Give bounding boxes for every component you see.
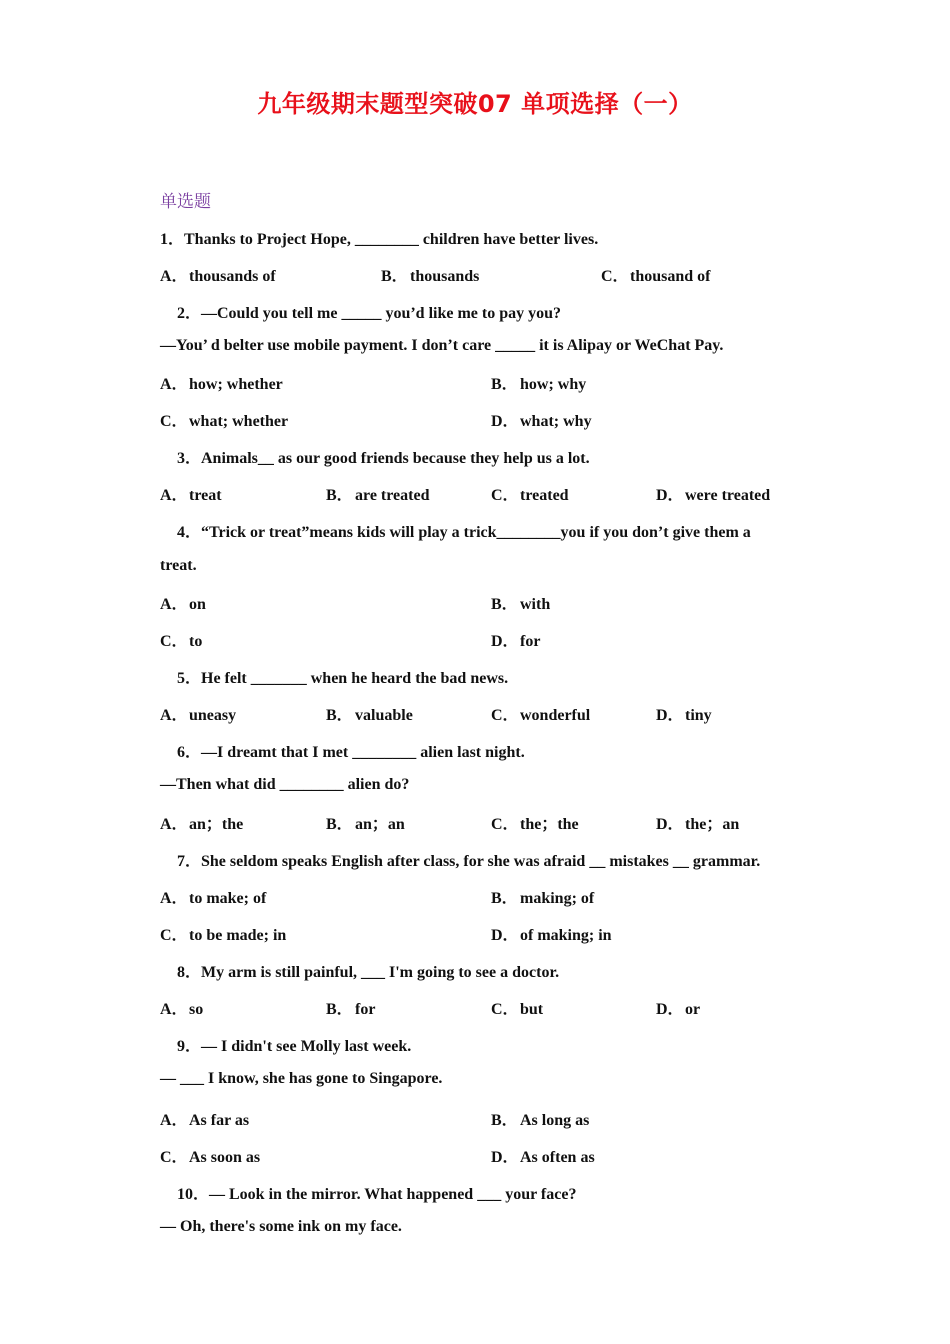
option-text: to make; of bbox=[189, 890, 267, 907]
answer-option bbox=[491, 628, 540, 651]
option-text: but bbox=[520, 1001, 544, 1018]
option-text: on bbox=[189, 596, 206, 613]
answer-option bbox=[491, 996, 543, 1019]
option-letter: D． bbox=[491, 633, 519, 650]
question-stem: 6．—I dreamt that I met ________ alien last night. bbox=[177, 744, 525, 761]
option-letter: D． bbox=[656, 487, 684, 504]
option-letter: B． bbox=[491, 890, 518, 907]
question-stem: 7．She seldom speaks English after class, for she was afraid __ mistakes __ grammar. bbox=[177, 853, 761, 870]
answer-option bbox=[160, 1107, 249, 1130]
option-text: As soon as bbox=[189, 1149, 261, 1166]
option-text: As often as bbox=[520, 1149, 595, 1166]
option-letter: A． bbox=[160, 816, 188, 833]
option-text: making; of bbox=[520, 890, 595, 907]
option-letter: C． bbox=[491, 707, 519, 724]
option-letter: B． bbox=[326, 707, 353, 724]
option-text: uneasy bbox=[189, 707, 237, 724]
answer-option bbox=[601, 263, 710, 286]
option-text: an；an bbox=[355, 816, 405, 833]
option-text: what; whether bbox=[189, 413, 289, 430]
option-letter: C． bbox=[601, 268, 629, 285]
option-letter: B． bbox=[381, 268, 408, 285]
option-text: are treated bbox=[355, 487, 430, 504]
option-text: to be made; in bbox=[189, 927, 287, 944]
question-stem: 2．—Could you tell me _____ you’d like me to pay you? bbox=[177, 305, 562, 322]
option-text: thousands bbox=[410, 268, 480, 285]
option-text: so bbox=[189, 1001, 204, 1018]
answer-option bbox=[326, 482, 429, 505]
answer-option bbox=[160, 263, 276, 286]
option-letter: C． bbox=[160, 633, 188, 650]
option-text: were treated bbox=[685, 487, 771, 504]
option-letter: C． bbox=[160, 413, 188, 430]
option-letter: D． bbox=[491, 927, 519, 944]
answer-option bbox=[160, 811, 243, 834]
option-text: tiny bbox=[685, 707, 712, 724]
section-heading: 单选题 bbox=[160, 192, 211, 212]
option-text: for bbox=[355, 1001, 376, 1018]
option-letter: B． bbox=[491, 596, 518, 613]
option-text: to bbox=[189, 633, 203, 650]
answer-option bbox=[491, 591, 550, 614]
option-text: how; why bbox=[520, 376, 587, 393]
answer-option bbox=[160, 885, 266, 908]
option-letter: B． bbox=[491, 376, 518, 393]
answer-option bbox=[491, 408, 592, 431]
option-text: As far as bbox=[189, 1112, 250, 1129]
question-stem: 1．Thanks to Project Hope, ________ children have better lives. bbox=[160, 231, 599, 248]
option-letter: A． bbox=[160, 1001, 188, 1018]
answer-option bbox=[326, 996, 375, 1019]
answer-option bbox=[491, 811, 579, 834]
answer-option bbox=[491, 371, 586, 394]
option-letter: B． bbox=[326, 487, 353, 504]
answer-option bbox=[656, 482, 770, 505]
answer-option bbox=[160, 482, 222, 505]
option-letter: B． bbox=[491, 1112, 518, 1129]
answer-option bbox=[656, 702, 712, 725]
option-text: what; why bbox=[520, 413, 592, 430]
answer-option bbox=[160, 996, 203, 1019]
option-text: of making; in bbox=[520, 927, 612, 944]
option-text: treat bbox=[189, 487, 222, 504]
option-text: how; whether bbox=[189, 376, 283, 393]
question-stem: 3．Animals__ as our good friends because they help us a lot. bbox=[177, 450, 590, 467]
option-letter: A． bbox=[160, 487, 188, 504]
question-stem: 9．— I didn't see Molly last week. bbox=[177, 1038, 412, 1055]
answer-option bbox=[491, 1107, 589, 1130]
answer-option bbox=[491, 1144, 595, 1167]
answer-option bbox=[491, 482, 569, 505]
answer-option bbox=[491, 885, 594, 908]
question-stem-continued: —Then what did ________ alien do? bbox=[160, 776, 410, 793]
option-letter: A． bbox=[160, 1112, 188, 1129]
option-letter: D． bbox=[491, 413, 519, 430]
option-letter: B． bbox=[326, 816, 353, 833]
option-letter: D． bbox=[656, 1001, 684, 1018]
question-stem-continued: treat. bbox=[160, 557, 197, 574]
option-text: treated bbox=[520, 487, 569, 504]
option-letter: D． bbox=[656, 707, 684, 724]
option-text: thousands of bbox=[189, 268, 276, 285]
option-letter: A． bbox=[160, 707, 188, 724]
answer-option bbox=[381, 263, 479, 286]
answer-option bbox=[160, 371, 283, 394]
question-stem: 8．My arm is still painful, ___ I'm going to see a doctor. bbox=[177, 964, 560, 981]
option-text: As long as bbox=[520, 1112, 590, 1129]
question-stem: 5．He felt _______ when he heard the bad news. bbox=[177, 670, 509, 687]
option-text: valuable bbox=[355, 707, 413, 724]
option-letter: C． bbox=[491, 816, 519, 833]
answer-option bbox=[160, 702, 236, 725]
option-text: or bbox=[685, 1001, 701, 1018]
question-stem-continued: — Oh, there's some ink on my face. bbox=[160, 1218, 402, 1235]
question-stem: 10．— Look in the mirror. What happened ___ your face? bbox=[177, 1186, 577, 1203]
question-stem-continued: —You’ d belter use mobile payment. I don’t care _____ it is Alipay or WeChat Pay. bbox=[160, 337, 724, 354]
option-letter: A． bbox=[160, 596, 188, 613]
option-letter: A． bbox=[160, 268, 188, 285]
option-text: wonderful bbox=[520, 707, 591, 724]
answer-option bbox=[160, 628, 202, 651]
answer-option bbox=[656, 811, 739, 834]
option-letter: B． bbox=[326, 1001, 353, 1018]
option-text: an；the bbox=[189, 816, 244, 833]
answer-option bbox=[326, 702, 413, 725]
option-text: the；an bbox=[685, 816, 740, 833]
document-title: 九年级期末题型突破07 单项选择（一） bbox=[257, 90, 693, 118]
option-letter: A． bbox=[160, 890, 188, 907]
option-letter: D． bbox=[491, 1149, 519, 1166]
answer-option bbox=[160, 591, 206, 614]
option-text: with bbox=[520, 596, 551, 613]
option-text: thousand of bbox=[630, 268, 711, 285]
answer-option bbox=[160, 1144, 260, 1167]
option-text: the；the bbox=[520, 816, 579, 833]
answer-option bbox=[160, 922, 286, 945]
question-stem-continued: — ___ I know, she has gone to Singapore. bbox=[160, 1070, 443, 1087]
answer-option bbox=[656, 996, 700, 1019]
option-letter: C． bbox=[491, 487, 519, 504]
answer-option bbox=[326, 811, 405, 834]
option-text: for bbox=[520, 633, 541, 650]
answer-option bbox=[491, 702, 590, 725]
question-stem: 4．“Trick or treat”means kids will play a trick________you if you don’t give them a bbox=[177, 524, 751, 541]
option-letter: C． bbox=[491, 1001, 519, 1018]
option-letter: C． bbox=[160, 1149, 188, 1166]
option-letter: A． bbox=[160, 376, 188, 393]
option-letter: D． bbox=[656, 816, 684, 833]
option-letter: C． bbox=[160, 927, 188, 944]
answer-option bbox=[491, 922, 612, 945]
answer-option bbox=[160, 408, 288, 431]
